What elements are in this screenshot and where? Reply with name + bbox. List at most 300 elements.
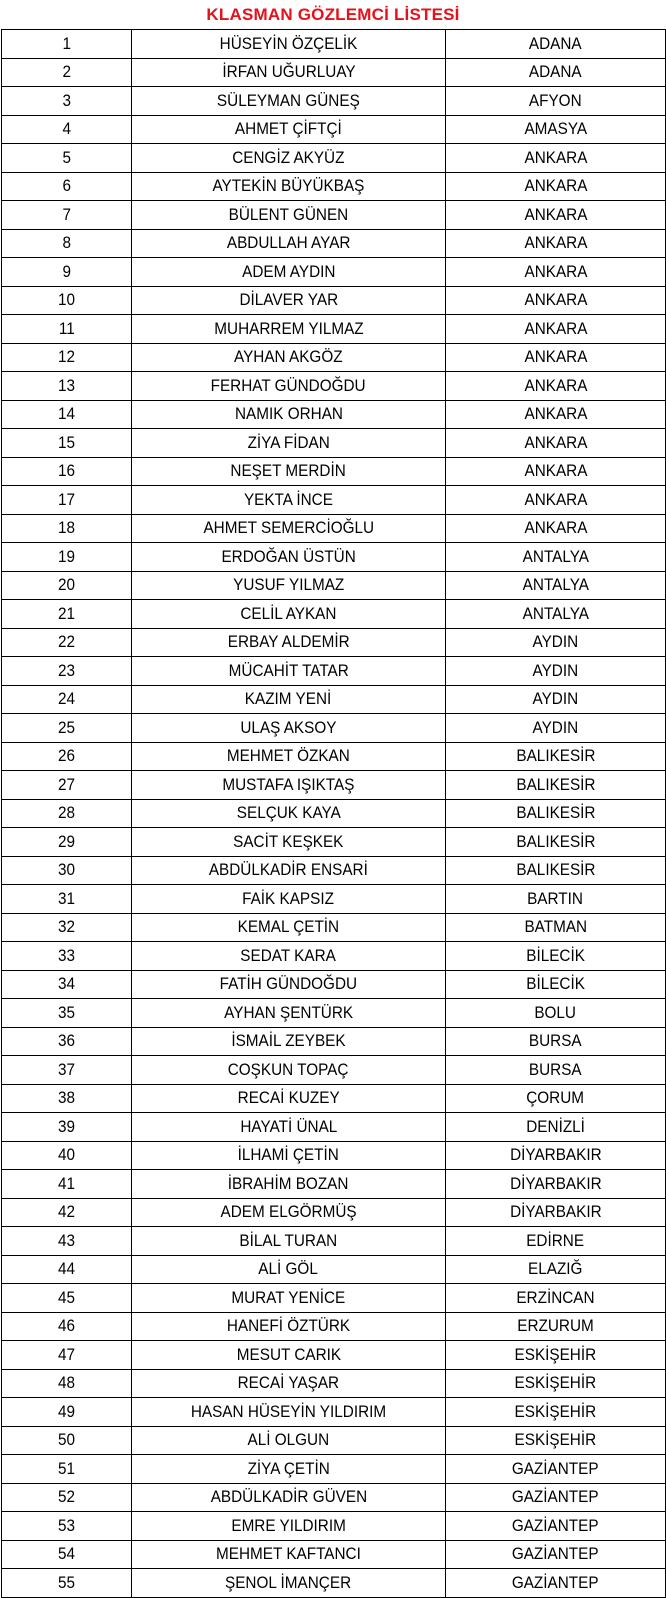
observer-city: AYDIN	[532, 717, 579, 737]
observer-city-cell	[446, 1369, 666, 1398]
row-number-cell	[2, 1455, 132, 1484]
observer-city: ANKARA	[524, 233, 587, 253]
observer-name: ABDULLAH AYAR	[226, 233, 351, 253]
observer-city: ANKARA	[524, 518, 587, 538]
observer-city: EDİRNE	[526, 1230, 585, 1250]
table-row	[2, 628, 666, 657]
row-number-cell	[2, 1255, 132, 1284]
row-number: 41	[57, 1173, 76, 1193]
row-number-cell	[2, 913, 132, 942]
observer-name-cell	[132, 286, 446, 315]
observer-city-cell	[446, 685, 666, 714]
observer-city-cell	[446, 1569, 666, 1598]
table-row	[2, 172, 666, 201]
row-number: 40	[57, 1145, 76, 1165]
row-number: 38	[57, 1088, 76, 1108]
row-number-cell	[2, 1483, 132, 1512]
observer-name: BÜLENT GÜNEN	[228, 204, 349, 224]
row-number: 27	[57, 774, 76, 794]
observer-city-cell	[446, 742, 666, 771]
observer-name: RECAİ KUZEY	[237, 1088, 340, 1108]
row-number: 18	[57, 518, 76, 538]
row-number: 33	[57, 945, 76, 965]
observer-name: EMRE YILDIRIM	[231, 1515, 346, 1535]
observer-city: ANKARA	[524, 147, 587, 167]
observer-city-cell	[446, 828, 666, 857]
observer-name-cell	[132, 229, 446, 258]
observer-name: SACİT KEŞKEK	[233, 831, 344, 851]
row-number: 50	[57, 1430, 76, 1450]
table-row	[2, 1227, 666, 1256]
row-number: 10	[57, 290, 76, 310]
observer-city: GAZİANTEP	[512, 1515, 599, 1535]
observer-city-cell	[446, 30, 666, 59]
observer-city-cell	[446, 1284, 666, 1313]
observer-city: BOLU	[534, 1002, 577, 1022]
observer-name-cell	[132, 172, 446, 201]
observer-city-cell	[446, 657, 666, 686]
row-number-cell	[2, 1398, 132, 1427]
observer-name-cell	[132, 372, 446, 401]
observer-name-cell	[132, 970, 446, 999]
row-number-cell	[2, 970, 132, 999]
observer-city: BİLECİK	[526, 974, 585, 994]
observer-city: AYDIN	[532, 632, 579, 652]
observer-city-cell	[446, 856, 666, 885]
observer-name: HANEFİ ÖZTÜRK	[226, 1316, 351, 1336]
observer-name: DİLAVER YAR	[239, 290, 338, 310]
row-number: 11	[58, 318, 75, 338]
row-number: 13	[57, 375, 76, 395]
table-row	[2, 799, 666, 828]
row-number: 44	[57, 1259, 76, 1279]
row-number-cell	[2, 343, 132, 372]
observer-name: MUSTAFA IŞIKTAŞ	[222, 774, 355, 794]
observer-city-cell	[446, 1141, 666, 1170]
row-number: 5	[62, 147, 71, 167]
table-row	[2, 1312, 666, 1341]
row-number: 8	[62, 233, 71, 253]
table-row	[2, 1170, 666, 1199]
observer-name: ŞENOL İMANÇER	[225, 1572, 352, 1592]
observer-name: ULAŞ AKSOY	[240, 717, 337, 737]
table-row	[2, 571, 666, 600]
observer-name: CELİL AYKAN	[240, 603, 337, 623]
observer-name-cell	[132, 1512, 446, 1541]
row-number-cell	[2, 87, 132, 116]
observer-city-cell	[446, 372, 666, 401]
row-number-cell	[2, 828, 132, 857]
observer-name-cell	[132, 1227, 446, 1256]
row-number: 4	[62, 119, 71, 139]
observer-name-cell	[132, 885, 446, 914]
observer-name-cell	[132, 1569, 446, 1598]
observer-city-cell	[446, 571, 666, 600]
row-number-cell	[2, 172, 132, 201]
observer-name: HASAN HÜSEYİN YILDIRIM	[190, 1401, 387, 1421]
observer-name: BİLAL TURAN	[239, 1230, 338, 1250]
table-row	[2, 1483, 666, 1512]
observer-name: İRFAN UĞURLUAY	[221, 62, 356, 82]
observer-city: BALIKESİR	[515, 860, 596, 880]
observer-city-cell	[446, 1512, 666, 1541]
observer-name-cell	[132, 799, 446, 828]
table-row	[2, 1284, 666, 1313]
observer-name: İLHAMİ ÇETİN	[237, 1145, 340, 1165]
observer-name: FERHAT GÜNDOĞDU	[211, 375, 366, 395]
observer-name: FATİH GÜNDOĞDU	[219, 974, 358, 994]
observer-city: ANTALYA	[522, 546, 589, 566]
row-number: 36	[57, 1031, 76, 1051]
table-row	[2, 1084, 666, 1113]
table-row	[2, 714, 666, 743]
row-number: 53	[57, 1515, 76, 1535]
observer-name-cell	[132, 343, 446, 372]
row-number-cell	[2, 628, 132, 657]
table-row	[2, 400, 666, 429]
row-number: 30	[57, 860, 76, 880]
observer-city-cell	[446, 1056, 666, 1085]
table-row	[2, 429, 666, 458]
row-number: 25	[57, 717, 76, 737]
observer-city: BALIKESİR	[515, 774, 596, 794]
row-number-cell	[2, 1113, 132, 1142]
observer-name: ADEM AYDIN	[241, 261, 336, 281]
observer-name-cell	[132, 58, 446, 87]
observer-city: DİYARBAKIR	[509, 1173, 602, 1193]
observer-city: BİLECİK	[526, 945, 585, 965]
observer-city: ESKİŞEHİR	[514, 1430, 597, 1450]
observer-name: MURAT YENİCE	[231, 1287, 346, 1307]
observer-city-cell	[446, 1084, 666, 1113]
observer-city: BALIKESİR	[515, 803, 596, 823]
observer-city: ANTALYA	[522, 603, 589, 623]
row-number: 34	[57, 974, 76, 994]
row-number: 7	[62, 204, 71, 224]
table-row	[2, 1512, 666, 1541]
row-number: 6	[62, 176, 71, 196]
observer-name: SEDAT KARA	[240, 945, 337, 965]
row-number-cell	[2, 1227, 132, 1256]
observer-name: HAYATİ ÜNAL	[240, 1116, 337, 1136]
observer-city: BURSA	[529, 1031, 582, 1051]
table-row	[2, 543, 666, 572]
table-row	[2, 970, 666, 999]
row-number: 21	[57, 603, 76, 623]
row-number: 42	[57, 1202, 76, 1222]
table-row	[2, 885, 666, 914]
observer-name: AHMET SEMERCİOĞLU	[203, 518, 374, 538]
observer-city-cell	[446, 486, 666, 515]
observer-city-cell	[446, 543, 666, 572]
observer-city-cell	[446, 258, 666, 287]
observer-city-cell	[446, 115, 666, 144]
row-number-cell	[2, 429, 132, 458]
observer-name-cell	[132, 1398, 446, 1427]
table-row	[2, 1426, 666, 1455]
table-row	[2, 685, 666, 714]
observer-city: AYDIN	[532, 689, 579, 709]
observer-city: ANKARA	[524, 375, 587, 395]
observer-city-cell	[446, 970, 666, 999]
row-number-cell	[2, 315, 132, 344]
observer-city-cell	[446, 714, 666, 743]
row-number: 23	[57, 660, 76, 680]
page-title: KLASMAN GÖZLEMCİ LİSTESİ	[206, 5, 460, 24]
observer-city-cell	[446, 58, 666, 87]
observer-city: ANKARA	[524, 404, 587, 424]
table-row	[2, 1341, 666, 1370]
row-number: 19	[57, 546, 76, 566]
row-number: 26	[57, 746, 76, 766]
row-number-cell	[2, 1170, 132, 1199]
observer-city: BATMAN	[524, 917, 587, 937]
observer-name: MESUT CARIK	[236, 1344, 341, 1364]
observer-name: FAİK KAPSIZ	[242, 888, 335, 908]
row-number-cell	[2, 514, 132, 543]
observer-city: ADANA	[529, 62, 582, 82]
row-number-cell	[2, 1056, 132, 1085]
table-row	[2, 1056, 666, 1085]
observer-city-cell	[446, 87, 666, 116]
observer-name-cell	[132, 942, 446, 971]
observer-name: İSMAİL ZEYBEK	[231, 1031, 346, 1051]
table-row	[2, 600, 666, 629]
row-number: 15	[57, 432, 76, 452]
table-row	[2, 1113, 666, 1142]
observer-name: ZİYA ÇETİN	[247, 1458, 330, 1478]
observer-name-cell	[132, 999, 446, 1028]
observer-city-cell	[446, 144, 666, 173]
observer-name: MUHARREM YILMAZ	[213, 318, 364, 338]
row-number-cell	[2, 685, 132, 714]
observer-city-cell	[446, 999, 666, 1028]
row-number-cell	[2, 486, 132, 515]
table-row	[2, 1027, 666, 1056]
observer-city-cell	[446, 600, 666, 629]
observer-name: ERDOĞAN ÜSTÜN	[221, 546, 356, 566]
observer-city-cell	[446, 514, 666, 543]
observer-name-cell	[132, 1284, 446, 1313]
observer-name-cell	[132, 1056, 446, 1085]
observer-city-cell	[446, 343, 666, 372]
observer-name: KEMAL ÇETİN	[237, 917, 340, 937]
row-number: 39	[57, 1116, 76, 1136]
observer-city: GAZİANTEP	[512, 1572, 599, 1592]
observer-name-cell	[132, 628, 446, 657]
observer-name-cell	[132, 714, 446, 743]
observer-name-cell	[132, 87, 446, 116]
observer-name-cell	[132, 657, 446, 686]
row-number: 51	[57, 1458, 76, 1478]
observer-city-cell	[446, 1027, 666, 1056]
observer-name-cell	[132, 1141, 446, 1170]
observer-name: AYTEKİN BÜYÜKBAŞ	[212, 176, 365, 196]
observer-name: ERBAY ALDEMİR	[227, 632, 350, 652]
observer-city: AYDIN	[532, 660, 579, 680]
observer-name-cell	[132, 315, 446, 344]
observer-name: MEHMET KAFTANCI	[216, 1544, 361, 1564]
observer-name: İBRAHİM BOZAN	[228, 1173, 349, 1193]
row-number-cell	[2, 1141, 132, 1170]
table-body	[2, 30, 666, 1598]
row-number: 55	[57, 1572, 76, 1592]
row-number-cell	[2, 1027, 132, 1056]
observer-city: BARTIN	[527, 888, 584, 908]
observer-city-cell	[446, 1227, 666, 1256]
observer-city: ÇORUM	[526, 1088, 585, 1108]
observer-name: YEKTA İNCE	[243, 489, 333, 509]
observer-name-cell	[132, 486, 446, 515]
table-row	[2, 486, 666, 515]
row-number: 31	[57, 888, 76, 908]
observer-city: ANKARA	[524, 318, 587, 338]
observer-city-cell	[446, 1312, 666, 1341]
observer-name-cell	[132, 144, 446, 173]
table-row	[2, 343, 666, 372]
table-row	[2, 457, 666, 486]
observer-city: ANKARA	[524, 461, 587, 481]
observer-city: ADANA	[529, 33, 582, 53]
observer-city: DİYARBAKIR	[509, 1202, 602, 1222]
row-number-cell	[2, 799, 132, 828]
observer-city-cell	[446, 942, 666, 971]
table-row	[2, 1255, 666, 1284]
observer-name-cell	[132, 828, 446, 857]
row-number: 49	[57, 1401, 76, 1421]
row-number-cell	[2, 201, 132, 230]
observer-name-cell	[132, 913, 446, 942]
row-number: 35	[57, 1002, 76, 1022]
observer-city: ESKİŞEHİR	[514, 1344, 597, 1364]
observer-name-cell	[132, 1170, 446, 1199]
table-row	[2, 286, 666, 315]
observer-city: ESKİŞEHİR	[514, 1401, 597, 1421]
observer-city: DİYARBAKIR	[509, 1145, 602, 1165]
row-number-cell	[2, 885, 132, 914]
observer-name: NEŞET MERDİN	[230, 461, 347, 481]
row-number-cell	[2, 457, 132, 486]
table-row	[2, 514, 666, 543]
observer-name: ALİ OLGUN	[247, 1430, 330, 1450]
row-number: 43	[57, 1230, 76, 1250]
observer-name: AYHAN AKGÖZ	[234, 347, 343, 367]
table-row	[2, 771, 666, 800]
observer-city-cell	[446, 1170, 666, 1199]
observer-city-cell	[446, 1255, 666, 1284]
observer-city-cell	[446, 885, 666, 914]
row-number: 47	[57, 1344, 76, 1364]
observer-name: SÜLEYMAN GÜNEŞ	[217, 90, 360, 110]
observer-name-cell	[132, 1341, 446, 1370]
observer-city-cell	[446, 799, 666, 828]
table-row	[2, 913, 666, 942]
row-number: 3	[62, 90, 71, 110]
observer-city: ANKARA	[524, 432, 587, 452]
observer-city-cell	[446, 457, 666, 486]
row-number: 16	[57, 461, 76, 481]
row-number-cell	[2, 372, 132, 401]
observer-city-cell	[446, 172, 666, 201]
row-number-cell	[2, 942, 132, 971]
observer-city: ESKİŞEHİR	[514, 1373, 597, 1393]
row-number: 24	[57, 689, 76, 709]
row-number-cell	[2, 229, 132, 258]
table-row	[2, 372, 666, 401]
row-number: 37	[57, 1059, 76, 1079]
observer-city-cell	[446, 1341, 666, 1370]
observer-city-cell	[446, 913, 666, 942]
row-number: 1	[62, 33, 71, 53]
observer-name: SELÇUK KAYA	[236, 803, 341, 823]
observer-name-cell	[132, 400, 446, 429]
observer-city: GAZİANTEP	[512, 1544, 599, 1564]
table-row	[2, 999, 666, 1028]
observer-name-cell	[132, 1540, 446, 1569]
observer-name-cell	[132, 1483, 446, 1512]
observer-name-cell	[132, 1312, 446, 1341]
row-number: 17	[57, 489, 76, 509]
observer-name-cell	[132, 1027, 446, 1056]
row-number-cell	[2, 30, 132, 59]
row-number: 2	[62, 62, 71, 82]
table-row	[2, 942, 666, 971]
row-number-cell	[2, 1312, 132, 1341]
observer-name-cell	[132, 1455, 446, 1484]
observer-table	[1, 29, 666, 1598]
row-number-cell	[2, 1084, 132, 1113]
observer-name: ABDÜLKADİR GÜVEN	[210, 1487, 367, 1507]
observer-name-cell	[132, 115, 446, 144]
observer-name: AHMET ÇİFTÇİ	[235, 119, 342, 139]
observer-name: MEHMET ÖZKAN	[227, 746, 350, 766]
row-number-cell	[2, 115, 132, 144]
observer-city: GAZİANTEP	[512, 1487, 599, 1507]
observer-city-cell	[446, 1198, 666, 1227]
observer-city-cell	[446, 1540, 666, 1569]
observer-name: KAZIM YENİ	[245, 689, 332, 709]
observer-city: AFYON	[529, 90, 582, 110]
observer-city: ERZİNCAN	[516, 1287, 595, 1307]
row-number-cell	[2, 286, 132, 315]
table-row	[2, 144, 666, 173]
row-number-cell	[2, 856, 132, 885]
row-number-cell	[2, 571, 132, 600]
row-number-cell	[2, 657, 132, 686]
row-number-cell	[2, 1198, 132, 1227]
table-row	[2, 1540, 666, 1569]
observer-name-cell	[132, 1198, 446, 1227]
table-row	[2, 657, 666, 686]
table-row	[2, 58, 666, 87]
observer-city: GAZİANTEP	[512, 1458, 599, 1478]
observer-city-cell	[446, 1113, 666, 1142]
row-number-cell	[2, 144, 132, 173]
row-number: 32	[57, 917, 76, 937]
observer-city-cell	[446, 429, 666, 458]
observer-name-cell	[132, 1255, 446, 1284]
observer-city: AMASYA	[524, 119, 587, 139]
table-row	[2, 856, 666, 885]
row-number: 46	[57, 1316, 76, 1336]
observer-city-cell	[446, 1426, 666, 1455]
observer-name-cell	[132, 30, 446, 59]
observer-name: COŞKUN TOPAÇ	[228, 1059, 349, 1079]
row-number: 9	[62, 261, 71, 281]
observer-name-cell	[132, 457, 446, 486]
observer-name-cell	[132, 685, 446, 714]
table-row	[2, 258, 666, 287]
